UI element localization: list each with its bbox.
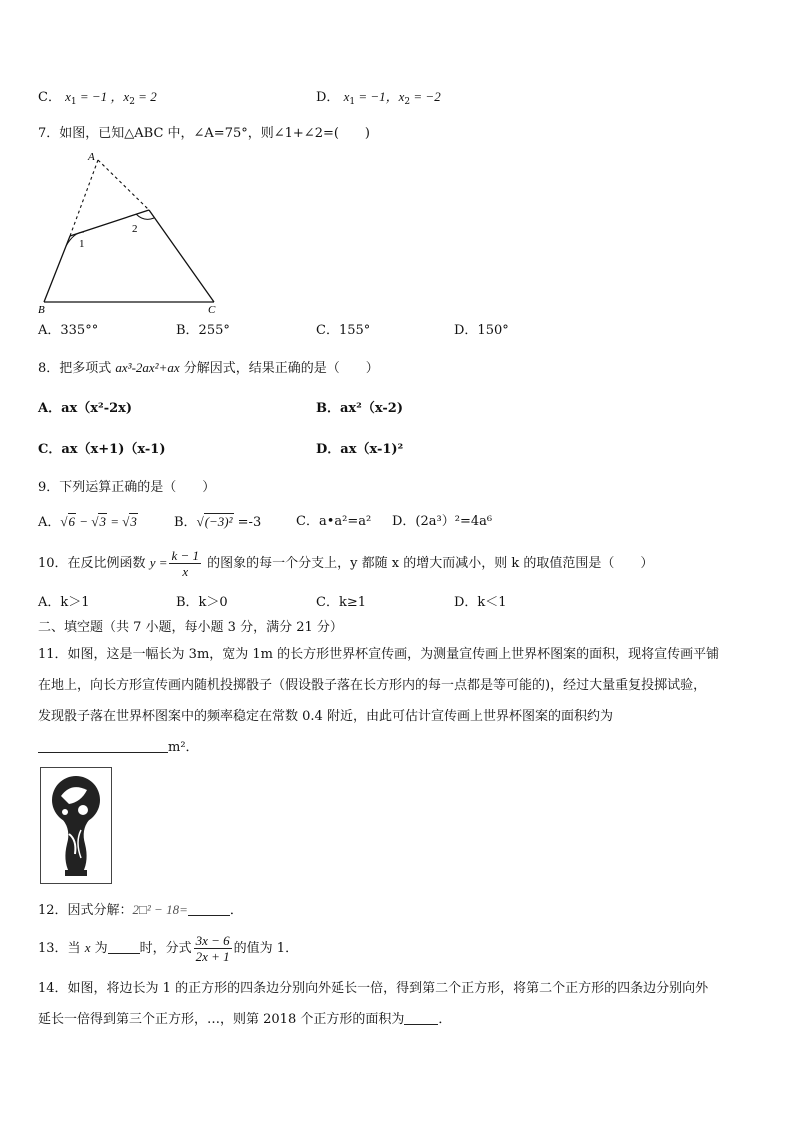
- answer-blank[interactable]: [108, 941, 140, 954]
- math-expr: 2□² − 18=: [132, 902, 188, 917]
- angle-2-arc: [136, 214, 154, 219]
- stem-text: ．: [438, 1012, 452, 1027]
- sqrt-expr: √3: [122, 514, 137, 529]
- q9-option-c: C．a•a²=a²: [296, 514, 372, 529]
- q6-option-c: [38, 90, 157, 107]
- answer-blank[interactable]: [188, 903, 230, 916]
- q11-line-3: 发现骰子落在世界杯图案中的频率稳定在常数 0.4 附近，由此可估计宣传画上世界杯图案的面积约为: [38, 709, 613, 724]
- stem-text: 为: [90, 941, 108, 956]
- q7-stem: 7．如图，已知△ABC 中，∠A=75°，则∠1+∠2=( ): [38, 126, 371, 141]
- q13-line: [38, 933, 298, 964]
- q14-line-2: [38, 1012, 451, 1026]
- q8-stem: [38, 361, 379, 375]
- answer-blank[interactable]: [404, 1012, 438, 1025]
- sqrt-expr: √6: [60, 514, 76, 529]
- radicand: 6: [68, 514, 76, 529]
- stem-text: 12．因式分解：: [38, 903, 133, 918]
- stem-text: 延长一倍得到第三个正方形，…，则第 2018 个正方形的面积为: [38, 1012, 405, 1027]
- q12-line: [38, 903, 243, 917]
- subscript: 2: [404, 97, 411, 107]
- q10-stem: [38, 548, 653, 579]
- fraction: [194, 933, 232, 964]
- fraction-numerator: k − 1: [171, 548, 200, 563]
- stem-text: ．: [229, 903, 243, 918]
- q8-option-c: C．ax（x+1)（x-1): [38, 442, 166, 457]
- side-ac-solid: [149, 210, 214, 302]
- unit-text: m²．: [168, 740, 199, 755]
- fraction-denominator: x: [182, 564, 189, 579]
- math-var: x: [123, 89, 130, 104]
- option-label: D．: [316, 90, 340, 105]
- q11-line-1: 11．如图，这是一幅长为 3m，宽为 1m 的长方形世界杯宣传画，为测量宣传画上世界杯图案的面积，现将宣传画平铺: [38, 647, 720, 662]
- q7-option-d: D．150°: [454, 323, 509, 338]
- radicand: 3: [99, 514, 106, 529]
- world-cup-poster: [40, 767, 112, 884]
- q6-option-d: [316, 90, 441, 107]
- label-1: 1: [79, 238, 85, 250]
- q11-line-2: 在地上，向长方形宣传画内随机投掷骰子（假设骰子落在长方形内的每一点都是等可能的)，经过大量重复投掷试验，: [38, 678, 707, 693]
- q9-option-b: [174, 515, 261, 529]
- q7-option-b: B．255°: [176, 323, 230, 338]
- math-value: = 2: [134, 89, 157, 104]
- q9-stem: 9．下列运算正确的是（ ）: [38, 480, 216, 495]
- sqrt-expr: √3: [91, 514, 106, 529]
- stem-text: 10．在反比例函数: [38, 556, 150, 571]
- q10-option-a: A．k＞1: [38, 595, 90, 610]
- math-var: x: [84, 940, 91, 955]
- option-label: A．: [38, 515, 61, 530]
- q10-option-d: D．k＜1: [454, 595, 507, 610]
- option-label: C．: [38, 90, 61, 105]
- subscript: 2: [129, 97, 135, 107]
- math-op: −: [76, 514, 92, 529]
- label-b: B: [38, 304, 45, 315]
- q7-option-c: C．155°: [316, 323, 371, 338]
- fraction-denominator: 2x + 1: [195, 949, 230, 964]
- q7-option-a: A．335°°: [38, 323, 99, 338]
- q11-answer-line: [38, 740, 199, 754]
- stem-text: 的图象的每一个分支上，y 都随 x 的增大而减小，则 k 的取值范围是（ ）: [203, 556, 654, 571]
- math-var: x: [398, 89, 405, 104]
- subscript: 1: [70, 97, 77, 107]
- q10-option-b: B．k＞0: [176, 595, 228, 610]
- q9-option-a: [38, 515, 138, 529]
- stem-text: 分解因式，结果正确的是（ ）: [179, 361, 379, 376]
- side-ab-dashed: [70, 160, 98, 236]
- math-value: = −1 ，: [76, 89, 124, 104]
- triangle-figure: [34, 150, 234, 315]
- trophy-icon: [41, 768, 111, 883]
- math-value: = −1，: [355, 89, 399, 104]
- stem-text: 13．当: [38, 941, 85, 956]
- section-heading: 二、填空题（共 7 小题，每小题 3 分，满分 21 分）: [38, 620, 343, 635]
- q10-option-c: C．k≥1: [316, 595, 366, 610]
- q8-option-b: B．ax²（x-2): [316, 401, 403, 416]
- q14-line-1: 14．如图，将边长为 1 的正方形的四条边分别向外延长一倍，得到第二个正方形，将第二个正方形的四条边分别向外: [38, 981, 709, 996]
- stem-text: 8．把多项式: [38, 361, 116, 376]
- math-op: =: [106, 514, 123, 529]
- math-var: x: [65, 89, 71, 104]
- q8-option-a: A．ax（x²-2x): [38, 401, 133, 416]
- answer-blank[interactable]: [38, 740, 168, 753]
- q9-option-d: D．(2a³）²=4a⁶: [392, 514, 493, 529]
- math-var: x: [343, 89, 350, 104]
- radicand: 3: [130, 514, 137, 529]
- sqrt-expr: √(−3)²: [196, 514, 233, 529]
- subscript: 1: [349, 97, 356, 107]
- radicand: (−3)²: [204, 514, 233, 529]
- stem-text: 时，分式: [139, 941, 192, 956]
- side-ac-dashed: [98, 160, 149, 210]
- label-c: C: [208, 304, 216, 315]
- label-2: 2: [132, 223, 138, 235]
- label-a: A: [88, 151, 95, 163]
- fraction-numerator: 3x − 6: [195, 933, 230, 948]
- math-var: y =: [149, 555, 168, 570]
- math-expr: ax³-2ax²+ax: [115, 360, 180, 375]
- option-label: B．: [174, 515, 197, 530]
- fraction: [169, 548, 201, 579]
- math-value: = −2: [410, 89, 441, 104]
- math-value: =-3: [233, 515, 262, 530]
- stem-text: 的值为 1．: [233, 941, 299, 956]
- q8-option-d: D．ax（x-1)²: [316, 442, 404, 457]
